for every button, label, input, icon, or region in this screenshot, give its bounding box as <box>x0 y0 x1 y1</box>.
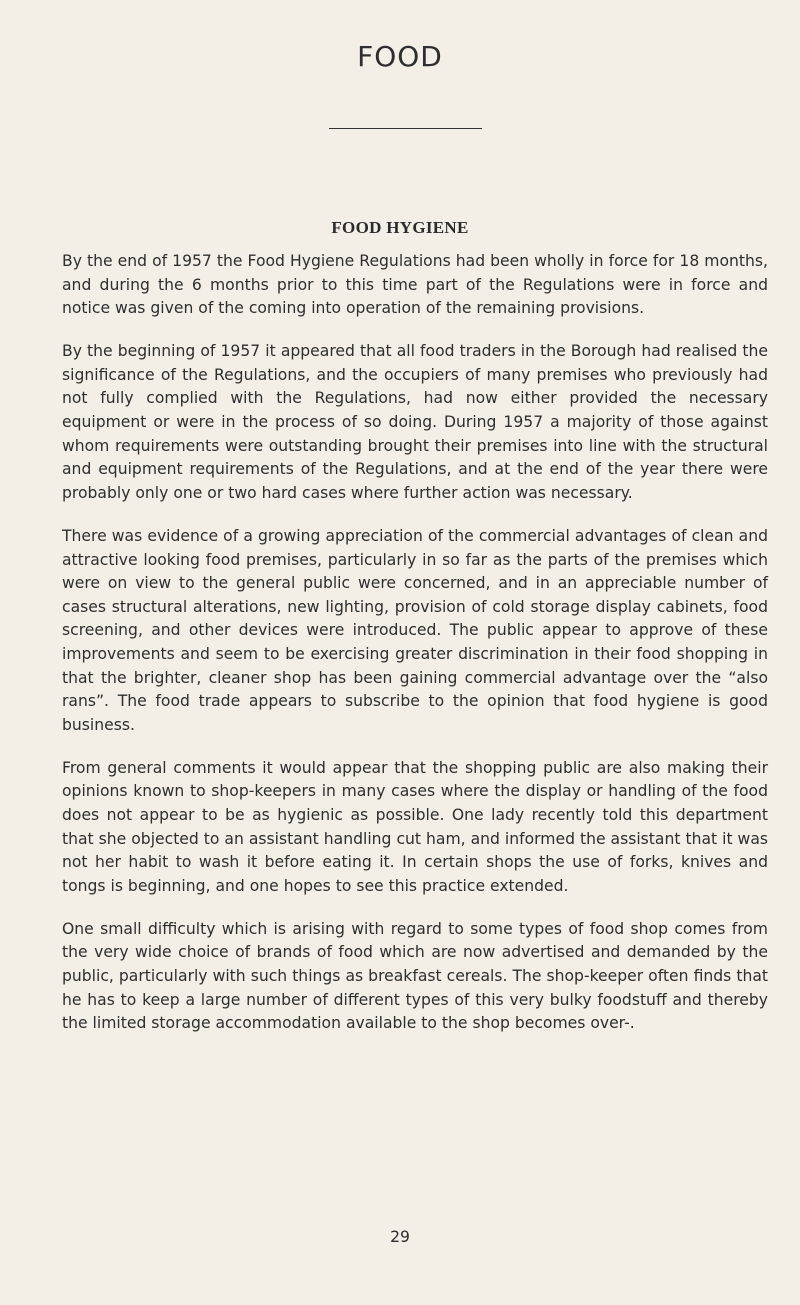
page-number: 29 <box>390 1228 410 1246</box>
paragraph-2: By the beginning of 1957 it appeared that all food traders in the Borough had realised the significance of the Regulations, and the occupiers of many premises who previously had not fully complied with the Regulations, had now either provided the necessary equipment or were in the process of so doing. During 1957 a majority of those against whom requirements were outstanding brought their premises into line with the structural and equipment requirements of the Regulations, and at the end of the year there were probably only one or two hard cases where further action was necessary. <box>62 342 768 502</box>
title-divider <box>329 128 482 129</box>
paragraph-4: From general comments it would appear that the shopping public are also making their opinions known to shop-keepers in many cases where the display or handling of the food does not appear to be as hygienic as possible. One lady recently told this department that she objected to an assistant handling cut ham, and informed the assistant that it was not her habit to wash it before eating it. In certain shops the use of forks, knives and tongs is beginning, and one hopes to see this practice extended. <box>62 758 768 895</box>
paragraph-1: By the end of 1957 the Food Hygiene Regulations had been wholly in force for 18 months, and during the 6 months prior to this time part of the Regulations were in force and notice was given of the coming into operation of the remaining provisions. <box>62 252 768 318</box>
paragraph-3: There was evidence of a growing appreciation of the commercial advantages of clean and attractive looking food premises, particularly in so far as the parts of the premises which were on view to the general public were concerned, and in an appreciable number of cases structural alterations, new lighting, provision of cold storage display cabinets, food screening, and other devices were introduced. The public appear to approve of these improvements and seem to be exercising greater discrimination in their food shopping in that the brighter, cleaner shop has been gaining commercial advantage over the “also rans”. The food trade appears to subscribe to the opinion that food hygiene is good business. <box>62 526 768 734</box>
body-text <box>62 250 768 1055</box>
paragraph-5: One small difficulty which is arising with regard to some types of food shop comes from the very wide choice of brands of food which are now advertised and demanded by the public, particularly with such things as breakfast cereals. The shop-keeper often finds that he has to keep a large number of different types of this very bulky foodstuff and thereby the limited storage accommodation available to the shop becomes over-. <box>62 919 768 1033</box>
page-title: FOOD <box>357 40 443 73</box>
section-heading: FOOD HYGIENE <box>331 218 469 237</box>
